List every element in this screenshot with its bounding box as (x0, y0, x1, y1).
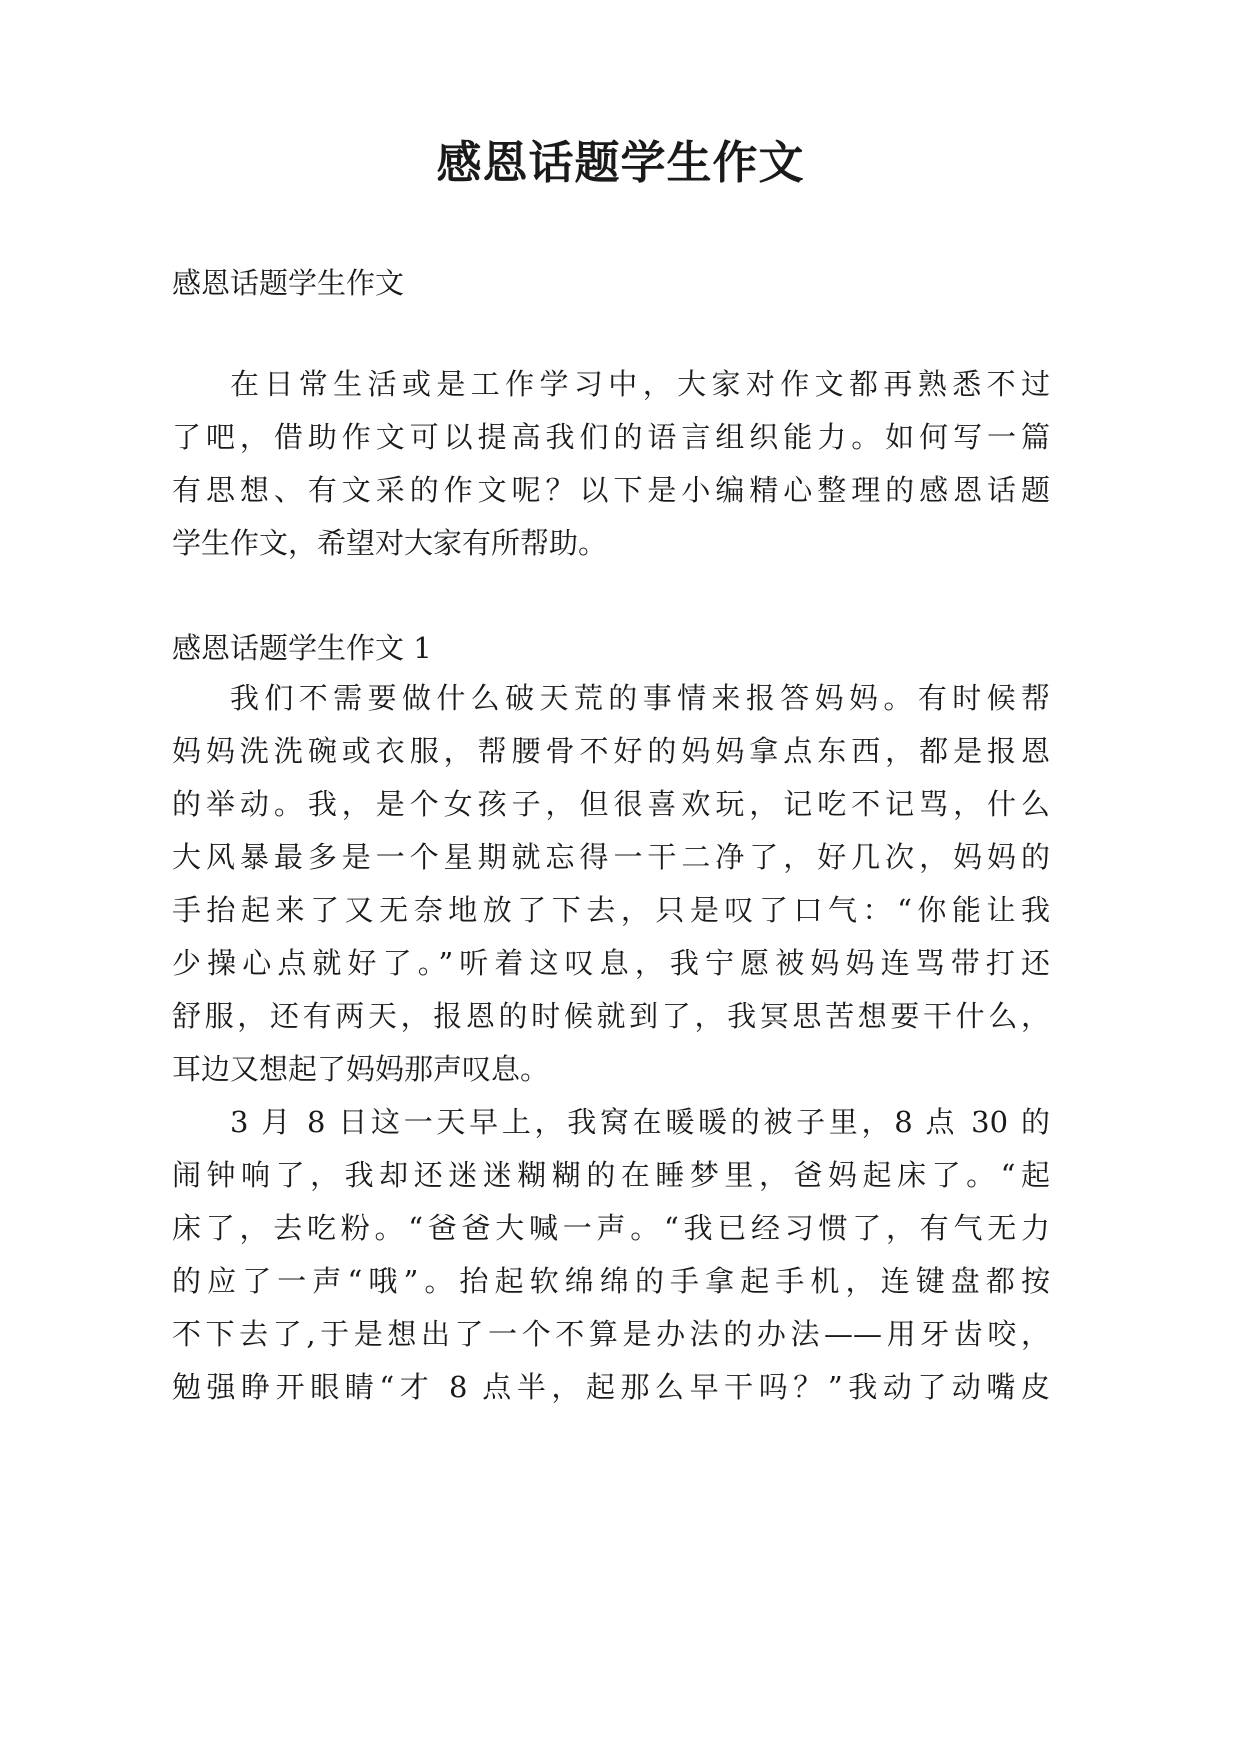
paragraph-line: 手抬起来了又无奈地放了下去，只是叹了口气：“你能让我 (172, 892, 1050, 927)
paragraph-line: 舒服，还有两天，报恩的时候就到了，我冥思苦想要干什么， (172, 998, 1050, 1033)
paragraph-line: 3 月 8 日这一天早上，我窝在暖暖的被子里，8 点 30 的 (230, 1104, 1050, 1139)
section-paragraph-1 (172, 672, 1050, 1096)
paragraph-line: 勉强睁开眼睛“才 8 点半，起那么早干吗？”我动了动嘴皮 (172, 1369, 1050, 1404)
paragraph-line: 床了，去吃粉。“爸爸大喊一声。“我已经习惯了，有气无力 (172, 1210, 1050, 1245)
paragraph-line: 少操心点就好了。”听着这叹息，我宁愿被妈妈连骂带打还 (172, 945, 1050, 980)
paragraph-line: 的举动。我，是个女孩子，但很喜欢玩，记吃不记骂，什么 (172, 786, 1050, 821)
paragraph-line: 不下去了,于是想出了一个不算是办法的办法——用牙齿咬， (172, 1316, 1050, 1351)
paragraph-line: 大风暴最多是一个星期就忘得一干二净了，好几次，妈妈的 (172, 839, 1050, 874)
document-title: 感恩话题学生作文 (436, 136, 805, 189)
document-subtitle-block (172, 257, 1050, 310)
intro-line: 学生作文，希望对大家有所帮助。 (172, 525, 608, 560)
paragraph-line: 妈妈洗洗碗或衣服，帮腰骨不好的妈妈拿点东西，都是报恩 (172, 733, 1050, 768)
section-heading: 感恩话题学生作文 1 (172, 630, 432, 665)
paragraph-line: 的应了一声“哦”。抬起软绵绵的手拿起手机，连键盘都按 (172, 1263, 1050, 1298)
intro-line: 了吧，借助作文可以提高我们的语言组织能力。如何写一篇 (172, 419, 1050, 454)
intro-paragraph (172, 358, 1050, 570)
intro-line: 在日常生活或是工作学习中，大家对作文都再熟悉不过 (230, 366, 1050, 401)
paragraph-line: 耳边又想起了妈妈那声叹息。 (172, 1051, 550, 1086)
paragraph-line: 闹钟响了，我却还迷迷糊糊的在睡梦里，爸妈起床了。“起 (172, 1157, 1050, 1192)
paragraph-line: 我们不需要做什么破天荒的事情来报答妈妈。有时候帮 (230, 680, 1050, 715)
section-heading-block (172, 622, 1050, 675)
intro-line: 有思想、有文采的作文呢？以下是小编精心整理的感恩话题 (172, 472, 1050, 507)
document-subtitle: 感恩话题学生作文 (172, 265, 405, 300)
section-paragraph-2 (172, 1096, 1050, 1414)
